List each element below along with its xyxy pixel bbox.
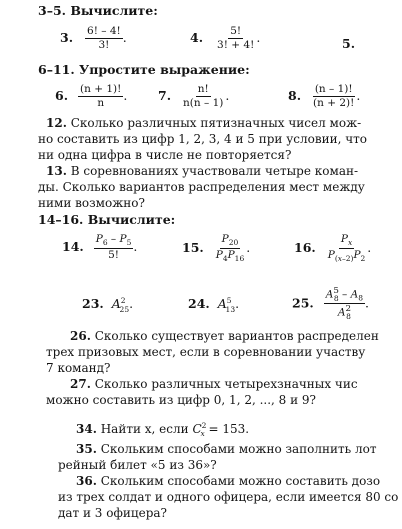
numerator: n! (196, 84, 211, 97)
problem-27-line-2: можно составить из цифр 0, 1, 2, ..., 8 и 9? (46, 393, 316, 407)
denominator: n (97, 97, 105, 110)
problem-label: 23. (82, 296, 104, 311)
problem-number: 35. (76, 442, 97, 456)
problem-label: 3. (60, 30, 74, 46)
problem-label: 4. (190, 30, 204, 46)
problem-text: Сколько различных пятизначных чисел мож- (70, 116, 362, 130)
problem-number: 34. (76, 422, 97, 436)
problem-13-line-2: ды. Сколько вариантов распределения мест между (38, 180, 365, 194)
period: . (246, 239, 251, 255)
problem-23 (82, 296, 133, 314)
fraction (311, 84, 356, 109)
numerator: $P_6 - P_5$ (95, 233, 132, 248)
problem-number: 12. (46, 116, 67, 130)
period: . (133, 238, 138, 254)
problem-label: 8. (288, 88, 302, 104)
equation-rhs: = 153. (208, 422, 250, 436)
section-heading-14-16: 14–16. Вычислите: (38, 212, 176, 227)
numerator: $P_x$ (340, 233, 353, 248)
problem-text: Сколько различных четырехзначных чис (94, 377, 358, 391)
section-heading-6-11: 6–11. Упростите выражение: (38, 62, 250, 77)
denominator: n(n – 1) (183, 97, 224, 110)
fraction (181, 84, 225, 109)
period: . (129, 296, 134, 311)
period: . (367, 239, 372, 255)
problem-34 (76, 418, 249, 441)
problem-text: Найти x, если (100, 422, 189, 436)
problem-13-line-3: ними возможно? (38, 196, 145, 210)
problem-label: 24. (188, 296, 210, 311)
problem-label: 7. (158, 88, 172, 104)
problem-number: 27. (70, 377, 91, 391)
problem-text: Сколько существует вариантов распределен (94, 329, 379, 343)
problem-35-line-1 (76, 442, 377, 457)
problem-8 (288, 84, 360, 109)
combination-expression: $C^2_x$ (192, 421, 207, 439)
problem-15 (182, 234, 250, 263)
fraction (326, 234, 368, 263)
numerator: 6! – 4! (85, 26, 123, 39)
problem-7 (158, 84, 229, 109)
problem-text: В соревнованиях участвовали четыре коман- (70, 164, 359, 178)
problem-25 (292, 287, 369, 321)
problem-12-line-1 (46, 116, 361, 131)
period: . (122, 30, 127, 46)
problem-label: 15. (182, 239, 204, 255)
problem-36-line-1 (76, 474, 380, 489)
problem-36-line-2: из трех солдат и одного офицера, если имеется 80 со (58, 490, 399, 504)
denominator: 5! (108, 248, 120, 261)
problem-36-line-3: дат и 3 офицера? (58, 506, 167, 520)
numerator: 5! (228, 26, 243, 39)
period: . (356, 88, 361, 104)
fraction (214, 234, 246, 263)
problem-12-line-3: ни одна цифра в числе не повторяется? (38, 148, 292, 162)
problem-4 (190, 26, 260, 51)
expression: $A^5_{13}$ (217, 296, 236, 314)
period: . (225, 88, 230, 104)
problem-27-line-1 (70, 377, 358, 392)
problem-14 (62, 234, 137, 261)
problem-12-line-2: но составить из цифр 1, 2, 3, 4 и 5 при условии, что (38, 132, 367, 146)
period: . (365, 295, 369, 311)
problem-26-line-3: 7 команд? (46, 361, 111, 375)
problem-label: 6. (55, 88, 69, 104)
problem-number: 26. (70, 329, 91, 343)
fraction (94, 234, 134, 261)
fraction (324, 287, 365, 321)
problem-13-line-1 (46, 164, 358, 179)
denominator: 3! + 4! (217, 39, 255, 52)
problem-text: Скольким способами можно составить дозо (100, 474, 381, 488)
problem-label: 16. (294, 239, 316, 255)
problem-number: 13. (46, 164, 67, 178)
numerator: (n – 1)! (313, 84, 355, 97)
fraction (215, 26, 256, 51)
numerator: (n + 1)! (78, 84, 123, 97)
denominator: $P_4P_{16}$ (215, 248, 245, 264)
section-heading-3-5: 3–5. Вычислите: (38, 3, 158, 18)
period: . (235, 296, 240, 311)
problem-26-line-2: трех призовых мест, если в соревновании участву (46, 345, 366, 359)
problem-3 (60, 26, 127, 51)
problem-6 (55, 84, 127, 109)
period: . (256, 30, 261, 46)
fraction (78, 84, 123, 109)
problem-24 (188, 296, 239, 314)
denominator: $P_{(x-2)}P_2$ (327, 248, 366, 264)
denominator: $A^2_8$ (337, 304, 352, 322)
numerator: $P_{20}$ (221, 233, 239, 248)
period: . (123, 88, 128, 104)
problem-label: 25. (292, 295, 314, 311)
problem-number: 36. (76, 474, 97, 488)
fraction (85, 26, 123, 51)
problem-5-label: 5. (342, 36, 356, 51)
problem-26-line-1 (70, 329, 379, 344)
denominator: 3! (98, 39, 110, 52)
problem-16 (294, 234, 371, 263)
problem-label: 14. (62, 238, 84, 254)
numerator: $A^5_8 - A_8$ (325, 286, 363, 303)
problem-35-line-2: рейный билет «5 из 36»? (58, 458, 217, 472)
problem-text: Скольким способами можно заполнить лот (100, 442, 377, 456)
expression: $A^2_{25}$ (111, 296, 130, 314)
denominator: (n + 2)! (313, 97, 355, 110)
